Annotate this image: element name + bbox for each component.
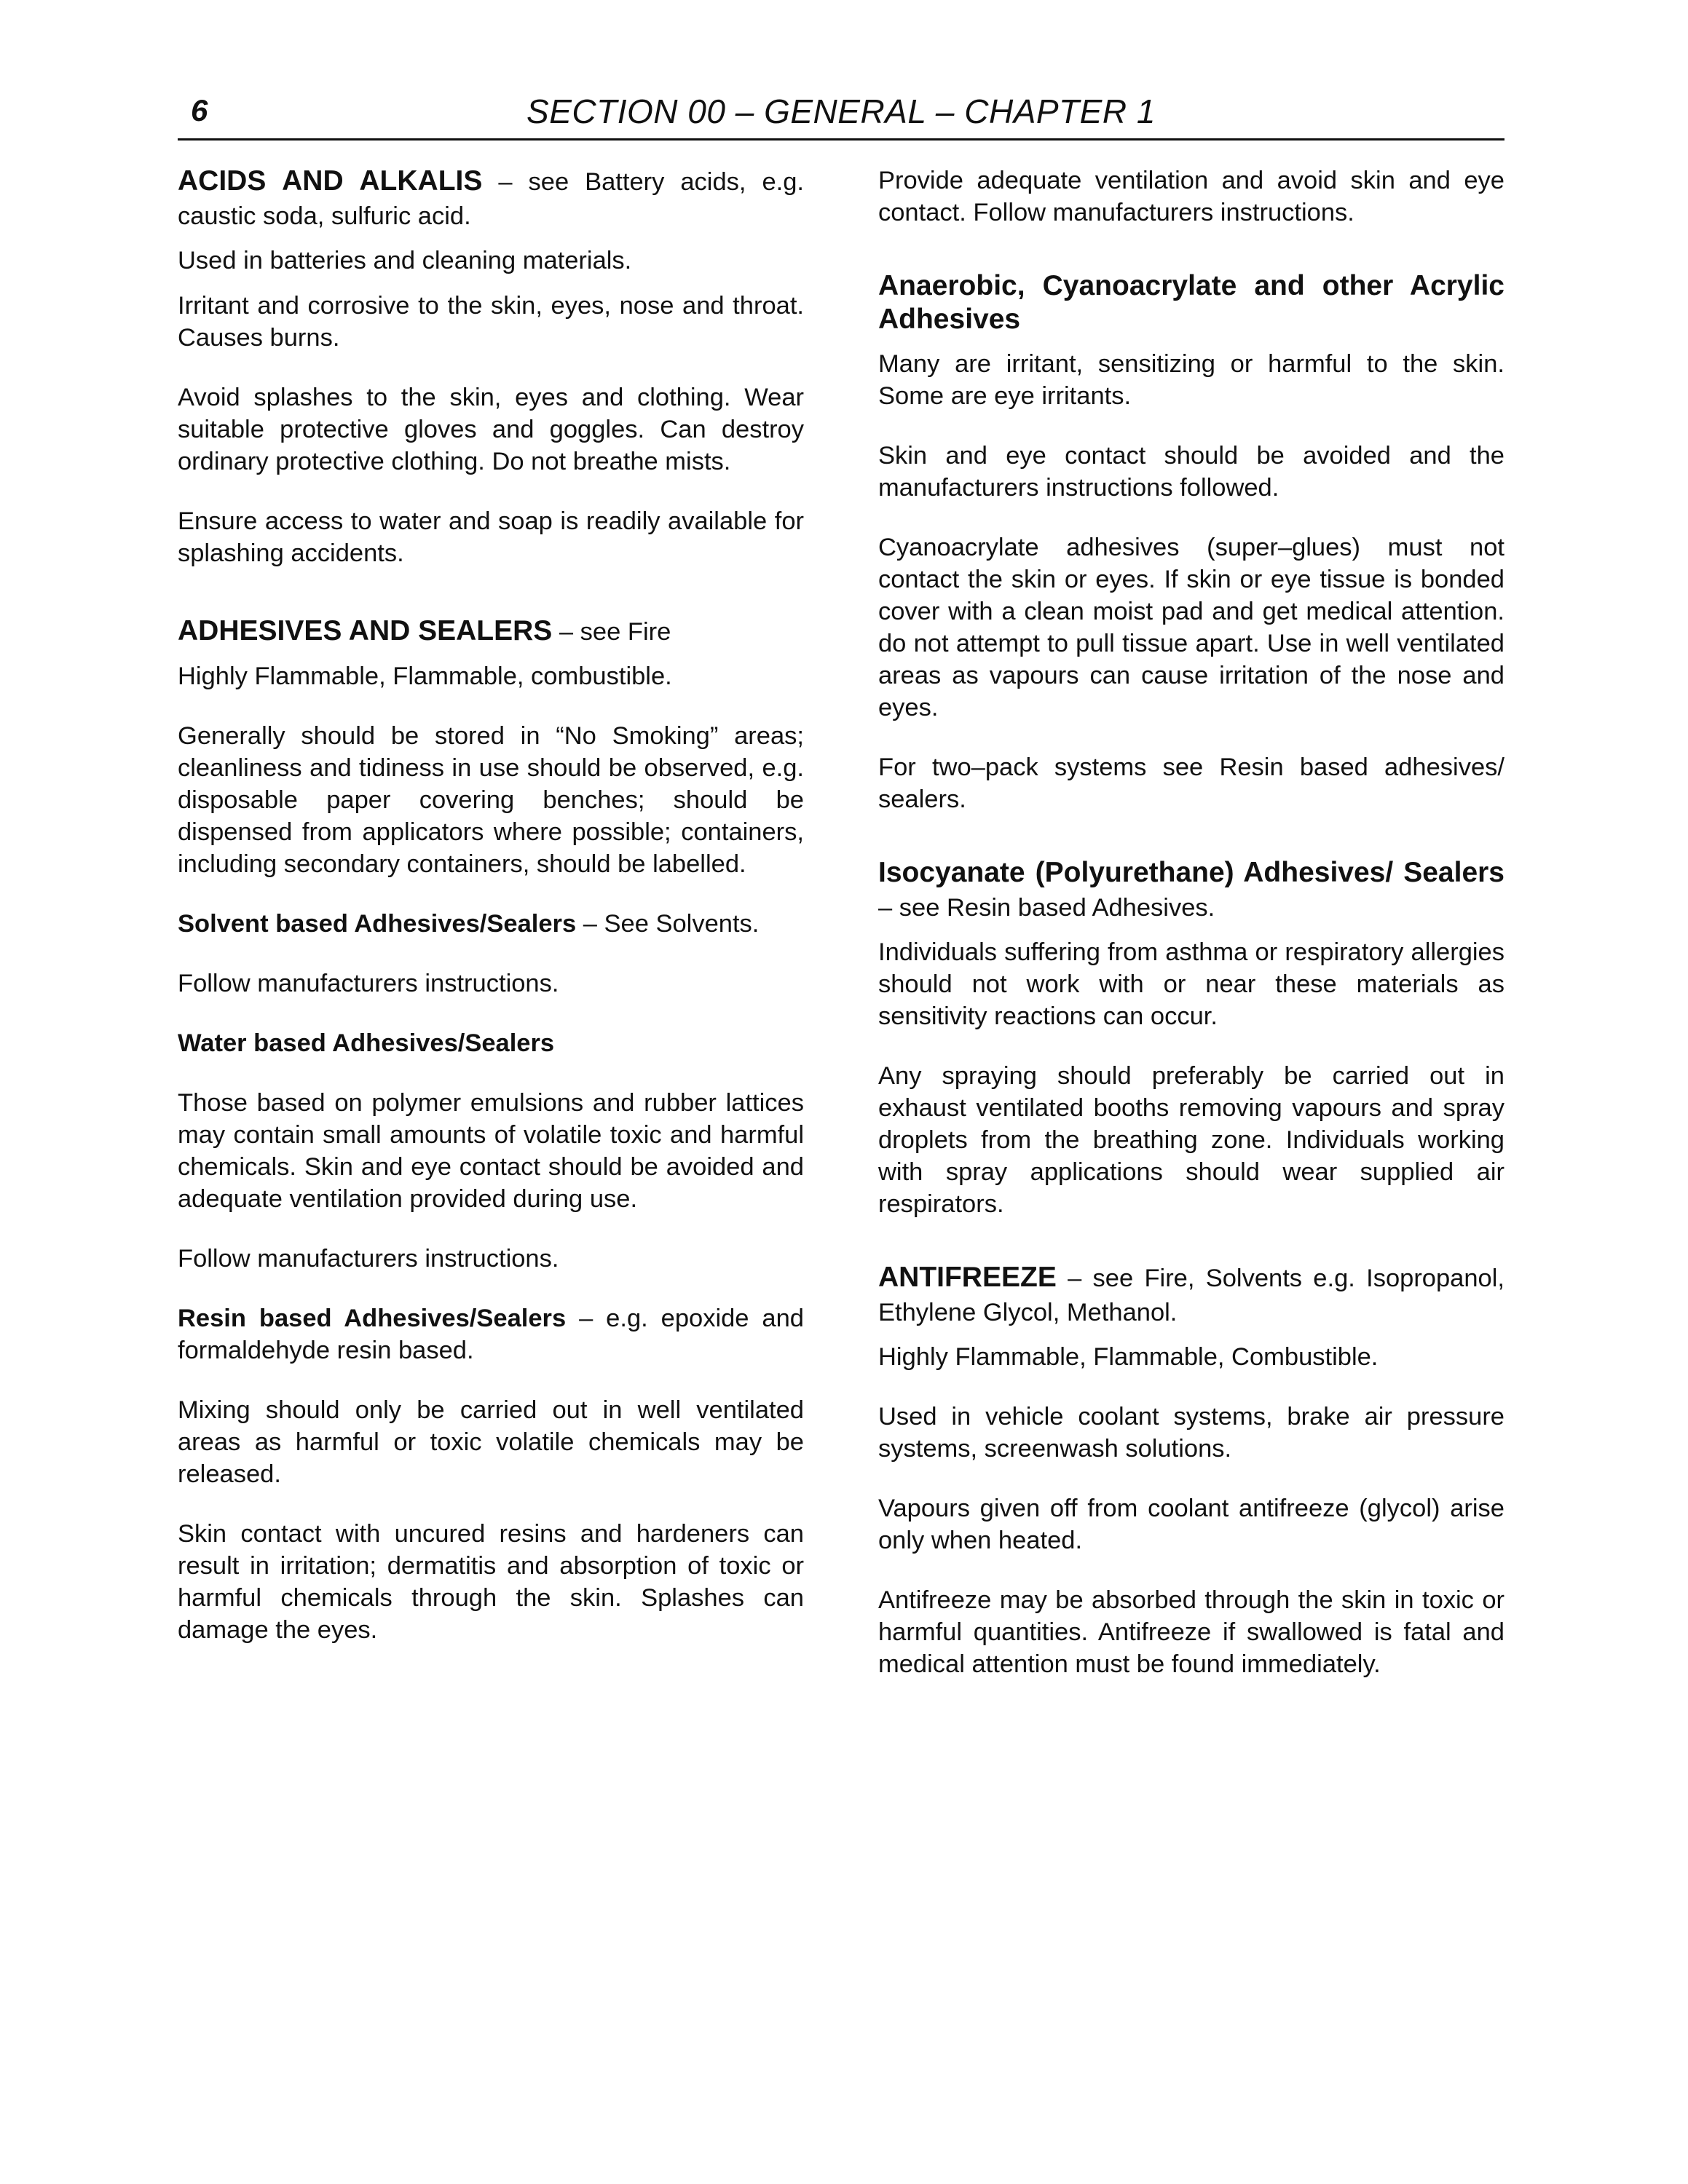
antifreeze-heading-title: ANTIFREEZE (878, 1262, 1057, 1293)
acids-paragraph-2: Irritant and corrosive to the skin, eyes, nose and throat. Causes burns. (178, 292, 804, 352)
resin-paragraph-2: Skin contact with uncured resins and hardeners can result in irritation; dermatitis and absorption of toxic or harmful chemicals through the skin. Splashes can damage the eyes. (178, 1520, 804, 1644)
left-column (178, 165, 804, 1674)
right-column (878, 165, 1504, 1708)
acids-heading (178, 165, 804, 233)
isocyanate-heading (878, 856, 1504, 925)
acids-paragraph-1: Used in batteries and cleaning materials. (178, 247, 632, 274)
solvent-paragraph-1: Follow manufacturers instructions. (178, 970, 559, 997)
resin-paragraph-3: Provide adequate ventilation and avoid skin and eye contact. Follow manufacturers instructions. (878, 167, 1504, 226)
acids-paragraph-4: Ensure access to water and soap is readily available for splashing accidents. (178, 507, 804, 567)
anaerobic-paragraph-2: Skin and eye contact should be avoided and the manufacturers instructions followed. (878, 442, 1504, 502)
water-heading: Water based Adhesives/Sealers (178, 1029, 555, 1057)
antifreeze-paragraph-3: Vapours given off from coolant antifreeze (glycol) arise only when heated. (878, 1495, 1504, 1554)
isocyanate-paragraph-2: Any spraying should preferably be carried out in exhaust ventilated booths removing vapours and spray droplets from the breathing zone. Individuals working with spray applications should wear supplied air respirators. (878, 1062, 1504, 1218)
isocyanate-heading-title: Isocyanate (Polyurethane) Adhesives/ Sealers (878, 857, 1504, 888)
solvent-heading (178, 908, 804, 940)
acids-heading-title: ACIDS AND ALKALIS (178, 165, 483, 197)
antifreeze-heading-see-also: – see Fire, Solvents e.g. Isopropanol, Ethylene Glycol, Methanol. (878, 1265, 1504, 1326)
solvent-heading-see-also: – See Solvents. (576, 910, 760, 938)
acids-heading-see-also: – see Battery acids, e.g. caustic soda, sulfuric acid. (178, 168, 804, 230)
water-paragraph-2: Follow manufacturers instructions. (178, 1245, 559, 1273)
acids-paragraph-3: Avoid splashes to the skin, eyes and clothing. Wear suitable protective gloves and goggles. Can destroy ordinary protective clothing. Do not breathe mists. (178, 384, 804, 475)
antifreeze-heading (878, 1261, 1504, 1329)
isocyanate-heading-see-also: – see Resin based Adhesives. (878, 894, 1215, 922)
header-divider (178, 138, 1504, 141)
adhesives-heading (178, 614, 804, 649)
section-title: SECTION 00 – GENERAL – CHAPTER 1 (526, 92, 1156, 130)
anaerobic-paragraph-3: Cyanoacrylate adhesives (super–glues) must not contact the skin or eyes. If skin or eye tissue is bonded cover with a clean moist pad and get medical attention. do not attempt to pull tissue apart. Use in well ventilated areas as vapours can cause irritation of the nose and eyes. (878, 534, 1504, 721)
water-paragraph-1: Those based on polymer emulsions and rubber lattices may contain small amounts of volatile toxic and harmful chemicals. Skin and eye contact should be avoided and adequate ventilation provided during use. (178, 1089, 804, 1213)
resin-paragraph-1: Mixing should only be carried out in well ventilated areas as harmful or toxic volatile chemicals may be released. (178, 1396, 804, 1488)
solvent-heading-title: Solvent based Adhesives/Sealers (178, 910, 577, 938)
adhesives-heading-see-also: – see Fire (552, 618, 671, 646)
antifreeze-paragraph-2: Used in vehicle coolant systems, brake air pressure systems, screenwash solutions. (878, 1403, 1504, 1463)
anaerobic-heading: Anaerobic, Cyanoacrylate and other Acrylic Adhesives (878, 270, 1504, 335)
isocyanate-paragraph-1: Individuals suffering from asthma or respiratory allergies should not work with or near these materials as sensitivity reactions can occur. (878, 938, 1504, 1030)
anaerobic-paragraph-4: For two–pack systems see Resin based adhesives/ sealers. (878, 753, 1504, 813)
adhesives-paragraph-2: Generally should be stored in “No Smoking” areas; cleanliness and tidiness in use should be observed, e.g. disposable paper covering benches; should be dispensed from applicators where possible; containers, including secondary containers, should be labelled. (178, 722, 804, 878)
resin-heading-title: Resin based Adhesives/Sealers (178, 1305, 567, 1332)
adhesives-paragraph-1: Highly Flammable, Flammable, combustible. (178, 662, 672, 690)
page-header (178, 92, 1504, 135)
antifreeze-paragraph-1: Highly Flammable, Flammable, Combustible. (878, 1343, 1379, 1371)
resin-heading (178, 1302, 804, 1366)
page-number: 6 (191, 93, 208, 127)
adhesives-heading-title: ADHESIVES AND SEALERS (178, 615, 553, 646)
resin-heading-see-also: – e.g. epoxide and formaldehyde resin based. (178, 1305, 804, 1364)
antifreeze-paragraph-4: Antifreeze may be absorbed through the skin in toxic or harmful quantities. Antifreeze if swallowed is fatal and medical attention must be found immediately. (878, 1586, 1504, 1678)
anaerobic-paragraph-1: Many are irritant, sensitizing or harmful to the skin. Some are eye irritants. (878, 350, 1504, 410)
